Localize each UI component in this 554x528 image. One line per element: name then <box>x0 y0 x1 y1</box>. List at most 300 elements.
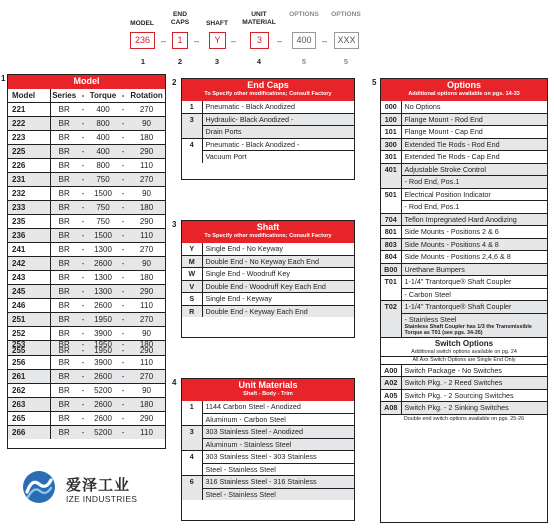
header-number-4: 4 <box>256 57 262 66</box>
switch-options-title: Switch Options <box>434 339 494 349</box>
table-row <box>8 229 165 243</box>
option-description <box>401 389 547 402</box>
table-cell: - <box>118 370 128 384</box>
option-description <box>401 213 547 226</box>
table-cell: 750 <box>88 173 118 187</box>
table-row <box>8 215 165 229</box>
table-cell: BR <box>50 271 78 285</box>
table-cell: 265 <box>8 412 50 426</box>
table-cell: 180 <box>128 271 165 285</box>
table-cell: 290 <box>128 285 165 299</box>
table-row <box>381 138 547 151</box>
table-cell: - <box>78 313 88 327</box>
table-cell: 3900 <box>88 356 118 370</box>
option-description <box>401 163 547 188</box>
table-cell: 231 <box>8 173 50 187</box>
description-line-2: - Rod End, Pos.1 <box>402 175 548 187</box>
table-cell: - <box>78 243 88 257</box>
option-description <box>202 280 354 293</box>
table-cell: 270 <box>128 173 165 187</box>
table-row <box>8 271 165 285</box>
table-row <box>182 476 354 501</box>
table-cell: BR <box>50 313 78 327</box>
description-line-2: Aluminum - Stainless Steel <box>203 438 355 450</box>
table-cell: 233 <box>8 201 50 215</box>
table-cell: BR <box>50 243 78 257</box>
option-description <box>202 305 354 317</box>
table-row <box>381 113 547 126</box>
option-note: Stainless Shaft Coupler has 1/3 the Transmissible Torque as T01 (see pgs. 34-35) <box>404 324 532 337</box>
description-line: Adjustable Stroke Control <box>404 164 487 174</box>
column-header: Torque <box>88 89 118 103</box>
table-cell: 90 <box>128 117 165 131</box>
description-line: Double End - Woodruff Key Each End <box>205 281 326 291</box>
table-cell: 290 <box>128 145 165 159</box>
table-cell: 225 <box>8 145 50 159</box>
table-cell: 222 <box>8 117 50 131</box>
table-cell: BR <box>50 327 78 341</box>
table-row <box>8 412 165 426</box>
option-code: 000 <box>381 101 401 113</box>
table-cell: - <box>118 285 128 299</box>
code-box-options-1: 400 <box>292 32 316 49</box>
table-cell: 1950 1950 <box>88 341 118 356</box>
option-description <box>401 301 547 338</box>
table-cell: 245 <box>8 285 50 299</box>
description-line: Extended Tie Rods - Rod End <box>404 139 500 149</box>
table-cell: 5200 <box>88 384 118 398</box>
description-line: Switch Package - No Switches <box>404 365 502 375</box>
option-code: 803 <box>381 238 401 251</box>
table-row <box>8 327 165 341</box>
table-cell: 800 <box>88 159 118 173</box>
table-cell: - <box>78 327 88 341</box>
table-cell: BR <box>50 412 78 426</box>
table-cell: BR <box>50 187 78 201</box>
description-line: 1-1/4" Trantorque® Shaft Coupler <box>404 277 512 286</box>
table-cell: 90 <box>128 384 165 398</box>
table-row <box>182 113 354 138</box>
option-description <box>401 101 547 113</box>
option-code: A08 <box>381 402 401 414</box>
table-row <box>381 389 547 402</box>
column-header: Series <box>50 89 78 103</box>
options-panel-title: Options Additional options available on pgs. 14-33 <box>381 79 547 101</box>
table-cell: 243 <box>8 271 50 285</box>
model-panel <box>7 74 166 449</box>
option-code: T01 <box>381 276 401 301</box>
option-code: 6 <box>182 476 202 501</box>
option-code: 3 <box>182 113 202 138</box>
table-cell: 290 <box>128 215 165 229</box>
option-description <box>202 101 354 113</box>
table-cell: 1500 <box>88 187 118 201</box>
table-cell: 750 <box>88 215 118 229</box>
code-separator: – <box>161 36 167 46</box>
option-description <box>202 426 354 451</box>
option-description <box>401 226 547 239</box>
table-cell: 180 290 <box>128 341 165 356</box>
endcaps-panel-title: End Caps To Specify other modifications; Consult Factory <box>182 79 354 101</box>
option-code: 100 <box>381 113 401 126</box>
table-cell: - <box>78 145 88 159</box>
table-row <box>381 251 547 264</box>
table-cell: - <box>118 299 128 313</box>
table-cell: 252 <box>8 327 50 341</box>
option-code: A02 <box>381 377 401 390</box>
table-cell: - <box>118 187 128 201</box>
table-cell: 110 <box>128 426 165 440</box>
description-line-2: Steel - Stainless Steel <box>203 463 355 475</box>
table-cell: - - <box>78 341 88 356</box>
option-code: 301 <box>381 151 401 164</box>
table-row <box>381 126 547 139</box>
table-cell: BR <box>50 257 78 271</box>
column-header: - <box>118 89 128 103</box>
table-cell: - <box>78 117 88 131</box>
option-code: 801 <box>381 226 401 239</box>
table-row <box>182 451 354 476</box>
option-description <box>401 251 547 264</box>
description-line-2: - Rod End, Pos.1 <box>402 200 548 212</box>
table-cell: BR <box>50 426 78 440</box>
table-cell: 251 <box>8 313 50 327</box>
table-row <box>381 402 547 414</box>
table-cell: - <box>118 356 128 370</box>
table-row <box>381 226 547 239</box>
header-label-options-2: OPTIONS <box>331 11 361 18</box>
table-cell: BR <box>50 117 78 131</box>
option-description <box>401 138 547 151</box>
table-cell: BR <box>50 285 78 299</box>
table-row <box>8 426 165 440</box>
description-line: Single End - No Keyway <box>205 244 284 253</box>
table-cell: - <box>78 384 88 398</box>
table-cell: BR <box>50 131 78 145</box>
table-row <box>8 398 165 412</box>
section-number-endcaps: 2 <box>172 78 177 87</box>
table-row <box>381 101 547 113</box>
ize-logo-icon <box>22 470 56 504</box>
table-cell: 241 <box>8 243 50 257</box>
table-cell: 1300 <box>88 243 118 257</box>
option-code: S <box>182 293 202 306</box>
shaft-table <box>182 243 354 317</box>
description-line: Switch Pkg. - 2 Sourcing Switches <box>404 390 514 400</box>
table-cell: BR <box>50 145 78 159</box>
options-panel <box>380 78 548 523</box>
description-line-2: Steel - Stainless Steel <box>203 488 355 500</box>
option-code: A05 <box>381 389 401 402</box>
table-cell: - <box>78 356 88 370</box>
table-cell: 1300 <box>88 285 118 299</box>
header-number-5b: 5 <box>343 57 349 66</box>
option-code: M <box>182 255 202 268</box>
description-line: Hydraulic- Black Anodized - <box>205 114 294 124</box>
options-table <box>381 101 547 337</box>
option-code: 1 <box>182 401 202 426</box>
option-description <box>202 113 354 138</box>
description-line: Side Mounts - Positions 2 & 6 <box>404 227 499 236</box>
table-cell: 90 <box>128 327 165 341</box>
endcaps-panel <box>181 78 355 180</box>
table-cell: 5200 <box>88 426 118 440</box>
table-cell: 232 <box>8 187 50 201</box>
table-row <box>8 201 165 215</box>
code-separator: – <box>231 36 237 46</box>
table-cell: BR <box>50 159 78 173</box>
option-description <box>401 263 547 276</box>
option-code: 804 <box>381 251 401 264</box>
table-cell: 3900 <box>88 327 118 341</box>
code-box-unit-material: 3 <box>250 32 269 49</box>
option-description <box>401 151 547 164</box>
code-box-options-2: XXX <box>334 32 359 49</box>
option-description <box>401 188 547 213</box>
table-cell: 221 <box>8 103 50 117</box>
option-code: W <box>182 268 202 281</box>
table-row <box>8 159 165 173</box>
header-number-3: 3 <box>214 57 220 66</box>
option-description <box>202 268 354 281</box>
table-cell: - <box>118 412 128 426</box>
materials-panel-title: Unit Materials Shaft - Body - Trim <box>182 379 354 401</box>
table-cell: 110 <box>128 229 165 243</box>
option-code: R <box>182 305 202 317</box>
table-cell: - <box>118 145 128 159</box>
description-line-2: Drain Ports <box>203 125 355 137</box>
option-code: Y <box>182 243 202 255</box>
logo-english-text: IZE INDUSTRIES <box>66 494 138 504</box>
table-cell: - <box>78 229 88 243</box>
option-code: 3 <box>182 426 202 451</box>
option-code: 300 <box>381 138 401 151</box>
option-code: 1 <box>182 101 202 113</box>
description-line: Switch Pkg. - 2 Reed Switches <box>404 378 503 388</box>
table-row <box>8 356 165 370</box>
option-description <box>401 126 547 139</box>
table-cell: BR <box>50 356 78 370</box>
option-description <box>401 365 547 377</box>
table-cell: - <box>118 215 128 229</box>
table-cell: 2600 <box>88 398 118 412</box>
table-row <box>8 285 165 299</box>
table-cell: - <box>78 187 88 201</box>
section-number-model: 1 <box>1 74 6 83</box>
model-panel-title: Model <box>8 75 165 89</box>
table-cell: 246 <box>8 299 50 313</box>
description-line: 303 Stainless Steel - Anodized <box>205 427 303 436</box>
materials-table <box>182 401 354 500</box>
description-line: 1-1/4" Trantorque® Shaft Coupler <box>404 302 512 311</box>
description-line: Extended Tie Rods - Cap End <box>404 152 500 161</box>
table-cell: - <box>118 103 128 117</box>
option-description <box>202 476 354 501</box>
table-cell: - <box>78 131 88 145</box>
table-cell: - <box>118 257 128 271</box>
table-row <box>381 365 547 377</box>
description-line: Electrical Position Indicator <box>404 189 491 199</box>
table-cell: 256 <box>8 356 50 370</box>
table-cell: 270 <box>128 243 165 257</box>
description-line: Flange Mount - Cap End <box>404 127 483 136</box>
table-cell: - <box>78 215 88 229</box>
table-row <box>8 341 165 356</box>
table-row <box>8 299 165 313</box>
header-label-shaft: SHAFT <box>206 20 228 27</box>
table-cell: 270 <box>128 103 165 117</box>
description-line: Double End - Keyway Each End <box>205 306 308 316</box>
table-row <box>8 257 165 271</box>
table-cell: 180 <box>128 201 165 215</box>
option-description <box>202 255 354 268</box>
table-cell: 110 <box>128 356 165 370</box>
section-number-shaft: 3 <box>172 220 177 229</box>
table-row <box>381 163 547 188</box>
table-cell: 235 <box>8 215 50 229</box>
table-row <box>381 276 547 301</box>
option-code: 101 <box>381 126 401 139</box>
table-cell: BR <box>50 398 78 412</box>
option-code: A00 <box>381 365 401 377</box>
table-cell: - <box>78 257 88 271</box>
table-cell: - <box>118 131 128 145</box>
table-cell: - <box>118 398 128 412</box>
table-cell: 290 <box>128 412 165 426</box>
table-cell: 242 <box>8 257 50 271</box>
table-cell: BR <box>50 370 78 384</box>
model-table-header <box>8 89 165 103</box>
table-cell: - <box>118 426 128 440</box>
switch-options-note-1: Additional switch options available on pg. 24 <box>411 349 517 356</box>
column-header: - <box>78 89 88 103</box>
description-line-2: - Stainless Steel <box>402 313 548 325</box>
code-box-endcaps: 1 <box>172 32 188 49</box>
table-cell: 270 <box>128 313 165 327</box>
table-cell: - <box>118 243 128 257</box>
option-code: V <box>182 280 202 293</box>
header-label-endcaps: END CAPS <box>170 11 190 26</box>
description-line-2: - Carbon Steel <box>402 288 548 300</box>
table-row <box>381 188 547 213</box>
column-header: Rotation <box>128 89 165 103</box>
table-cell: - <box>78 426 88 440</box>
header-number-2: 2 <box>177 57 183 66</box>
description-line: Pneumatic - Black Anodized - <box>205 139 300 149</box>
table-cell: - <box>118 173 128 187</box>
table-cell: 110 <box>128 299 165 313</box>
table-cell: BR <box>50 299 78 313</box>
table-cell: BR <box>50 201 78 215</box>
switch-options-header <box>381 337 547 364</box>
description-line: 1144 Carbon Steel - Anodized <box>205 402 301 411</box>
table-row <box>182 280 354 293</box>
table-row <box>182 255 354 268</box>
table-row <box>8 187 165 201</box>
table-cell: - <box>78 299 88 313</box>
table-cell: 90 <box>128 257 165 271</box>
description-line: Teflon Impregnated Hard Anodizing <box>404 214 517 224</box>
header-number-1: 1 <box>140 57 146 66</box>
description-line: No Options <box>404 102 441 111</box>
table-cell: - <box>118 159 128 173</box>
table-cell: 1300 <box>88 271 118 285</box>
table-cell: - <box>78 201 88 215</box>
column-header: Model <box>8 89 50 103</box>
table-cell: 90 <box>128 187 165 201</box>
option-code: 704 <box>381 213 401 226</box>
table-cell: 2600 <box>88 299 118 313</box>
option-code: 4 <box>182 451 202 476</box>
table-row <box>182 305 354 317</box>
header-label-model: MODEL <box>130 20 154 27</box>
option-description <box>401 113 547 126</box>
table-cell: - <box>78 370 88 384</box>
option-description <box>202 293 354 306</box>
table-cell: - - <box>118 341 128 356</box>
option-code: 401 <box>381 163 401 188</box>
description-line: Switch Pkg. - 2 Sinking Switches <box>404 403 509 413</box>
endcaps-table <box>182 101 354 163</box>
table-cell: - <box>118 327 128 341</box>
table-cell: 261 <box>8 370 50 384</box>
table-row <box>381 301 547 338</box>
table-row <box>182 268 354 281</box>
option-description <box>202 243 354 255</box>
description-line: Side Mounts - Positions 2,4,6 & 8 <box>404 252 511 261</box>
table-cell: BR <box>50 229 78 243</box>
table-cell: BR <box>50 173 78 187</box>
table-cell: BR <box>50 384 78 398</box>
table-row <box>8 117 165 131</box>
table-cell: 400 <box>88 145 118 159</box>
description-line: Flange Mount - Rod End <box>404 114 483 124</box>
option-code: 501 <box>381 188 401 213</box>
table-row <box>182 243 354 255</box>
table-cell: 400 <box>88 103 118 117</box>
table-row <box>182 101 354 113</box>
table-cell: 180 <box>128 398 165 412</box>
table-cell: 236 <box>8 229 50 243</box>
table-cell: 2600 <box>88 257 118 271</box>
table-cell: BR <box>50 103 78 117</box>
table-row <box>381 213 547 226</box>
table-row <box>381 151 547 164</box>
table-cell: 253 255 <box>8 341 50 356</box>
header-label-options-1: OPTIONS <box>289 11 319 18</box>
description-line: Urethane Bumpers <box>404 264 465 274</box>
table-cell: 2600 <box>88 412 118 426</box>
table-cell: 262 <box>8 384 50 398</box>
shaft-panel <box>181 220 355 338</box>
description-line: 316 Stainless Steel - 316 Stainless <box>205 477 317 486</box>
section-number-options: 5 <box>372 78 377 87</box>
table-cell: 1950 <box>88 313 118 327</box>
code-separator: – <box>322 36 328 46</box>
description-line-2: Aluminum - Carbon Steel <box>203 413 355 425</box>
table-cell: 750 <box>88 201 118 215</box>
header-number-5: 5 <box>301 57 307 66</box>
table-cell: 226 <box>8 159 50 173</box>
table-cell: 270 <box>128 370 165 384</box>
description-line: Pneumatic - Black Anodized <box>205 102 295 111</box>
option-description <box>202 451 354 476</box>
table-cell: - <box>118 229 128 243</box>
option-description <box>401 402 547 414</box>
table-cell: 263 <box>8 398 50 412</box>
table-cell: - <box>78 398 88 412</box>
table-cell: 180 <box>128 131 165 145</box>
